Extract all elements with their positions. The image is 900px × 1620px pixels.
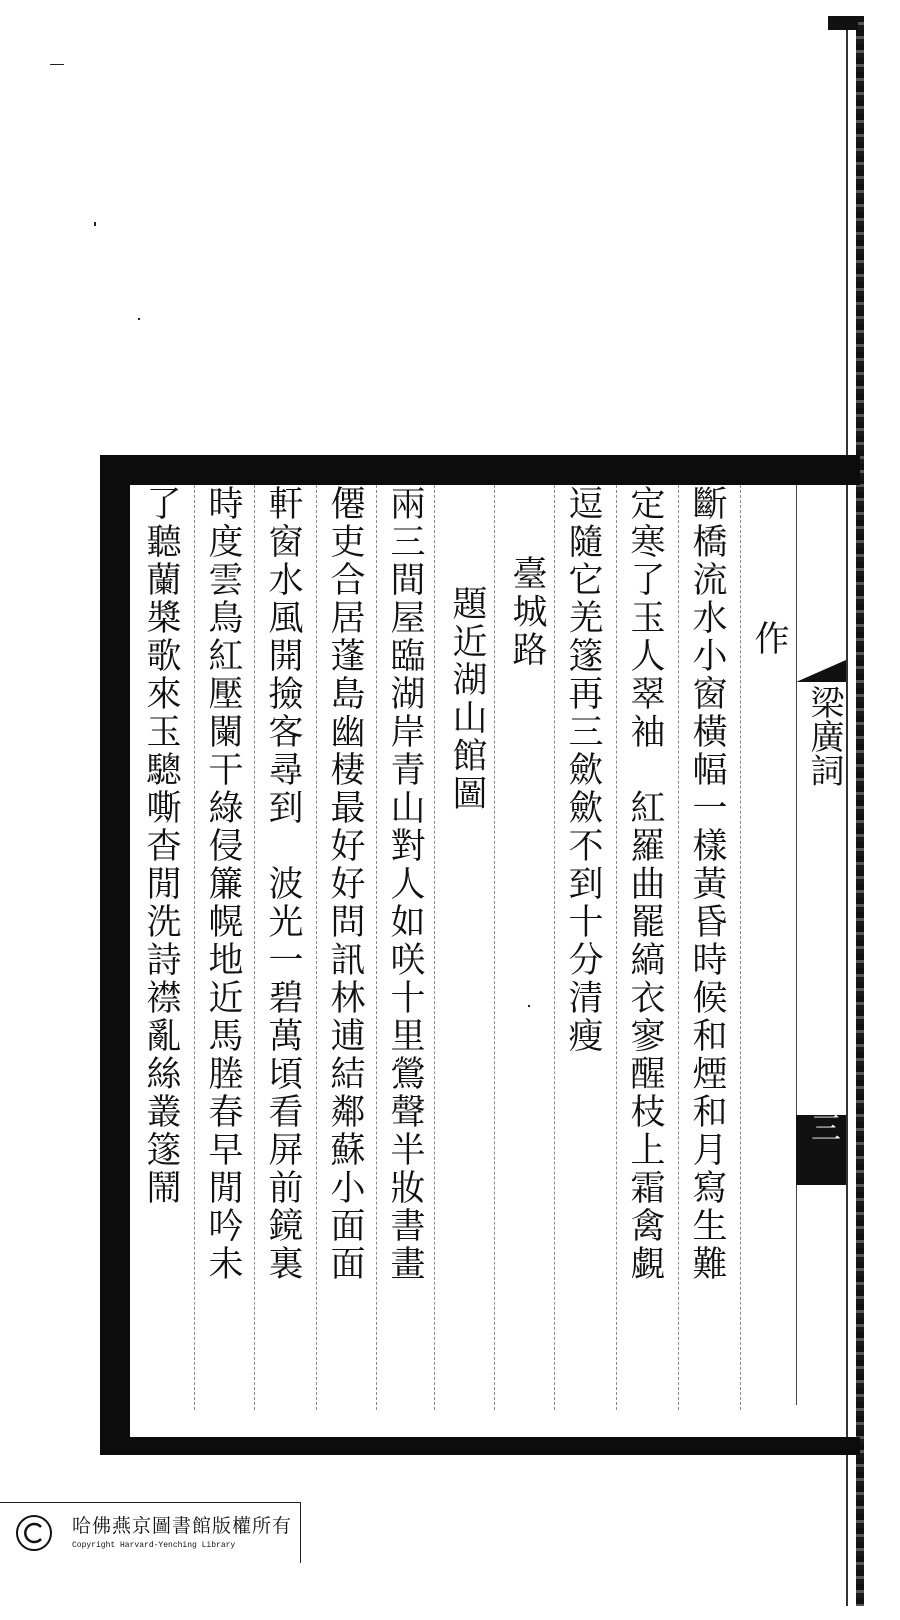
text-column-10: 時度雲鳥紅壓闌干綠侵簾幌地近馬塍春早閒吟未 — [203, 485, 243, 1283]
column-rule — [194, 485, 195, 1410]
text-column-3: 定寒了玉人翠袖 紅羅曲罷縞衣寥醒枝上霜禽覷 — [625, 485, 665, 1283]
column-rule — [616, 485, 617, 1410]
column-rule — [494, 485, 495, 1410]
banxin-title: 梁廣詞 — [804, 685, 844, 787]
text-column-9: 軒窗水風開撿客尋到 波光一碧萬頃看屏前鏡裏 — [263, 485, 303, 1283]
text-column-1: 作 — [749, 620, 789, 658]
copyright-holder: 哈佛燕京圖書館版權所有 — [72, 1515, 293, 1537]
text-column-11: 了聽蘭槳歌來玉驄嘶杳閒洗詩襟亂絲叢篴鬧 — [141, 485, 181, 1207]
banxin-band — [796, 485, 849, 1405]
copyright-icon — [14, 1513, 54, 1553]
column-rule — [376, 485, 377, 1410]
text-column-2: 斷橋流水小窗橫幅一樣黃昏時候和煙和月寫生難 — [687, 485, 727, 1283]
text-block — [132, 485, 832, 1410]
text-column-5: 臺城路 — [507, 555, 547, 669]
column-rule — [678, 485, 679, 1410]
column-rule — [254, 485, 255, 1410]
copyright-text: Copyright Harvard-Yenching Library — [72, 1541, 236, 1550]
copyright-stamp — [0, 1502, 301, 1563]
column-rule — [316, 485, 317, 1410]
text-column-4: 逗隨它羌篴再三歛歛不到十分清瘦 — [563, 485, 603, 1055]
text-column-8: 僊吏合居蓬島幽棲最好好問訊林逋結鄰蘇小面面 — [325, 485, 365, 1283]
binding-notch — [828, 16, 858, 30]
fishtail-top — [796, 660, 846, 682]
column-rule — [740, 485, 741, 1410]
text-column-6: 題近湖山館圖 — [447, 585, 487, 813]
banxin-page-mark: 三 — [805, 1112, 840, 1142]
column-rule — [434, 485, 435, 1410]
text-column-7: 兩三間屋臨湖岸青山對人如咲十里鶯聲半妝書畫 — [385, 485, 425, 1283]
column-rule — [554, 485, 555, 1410]
